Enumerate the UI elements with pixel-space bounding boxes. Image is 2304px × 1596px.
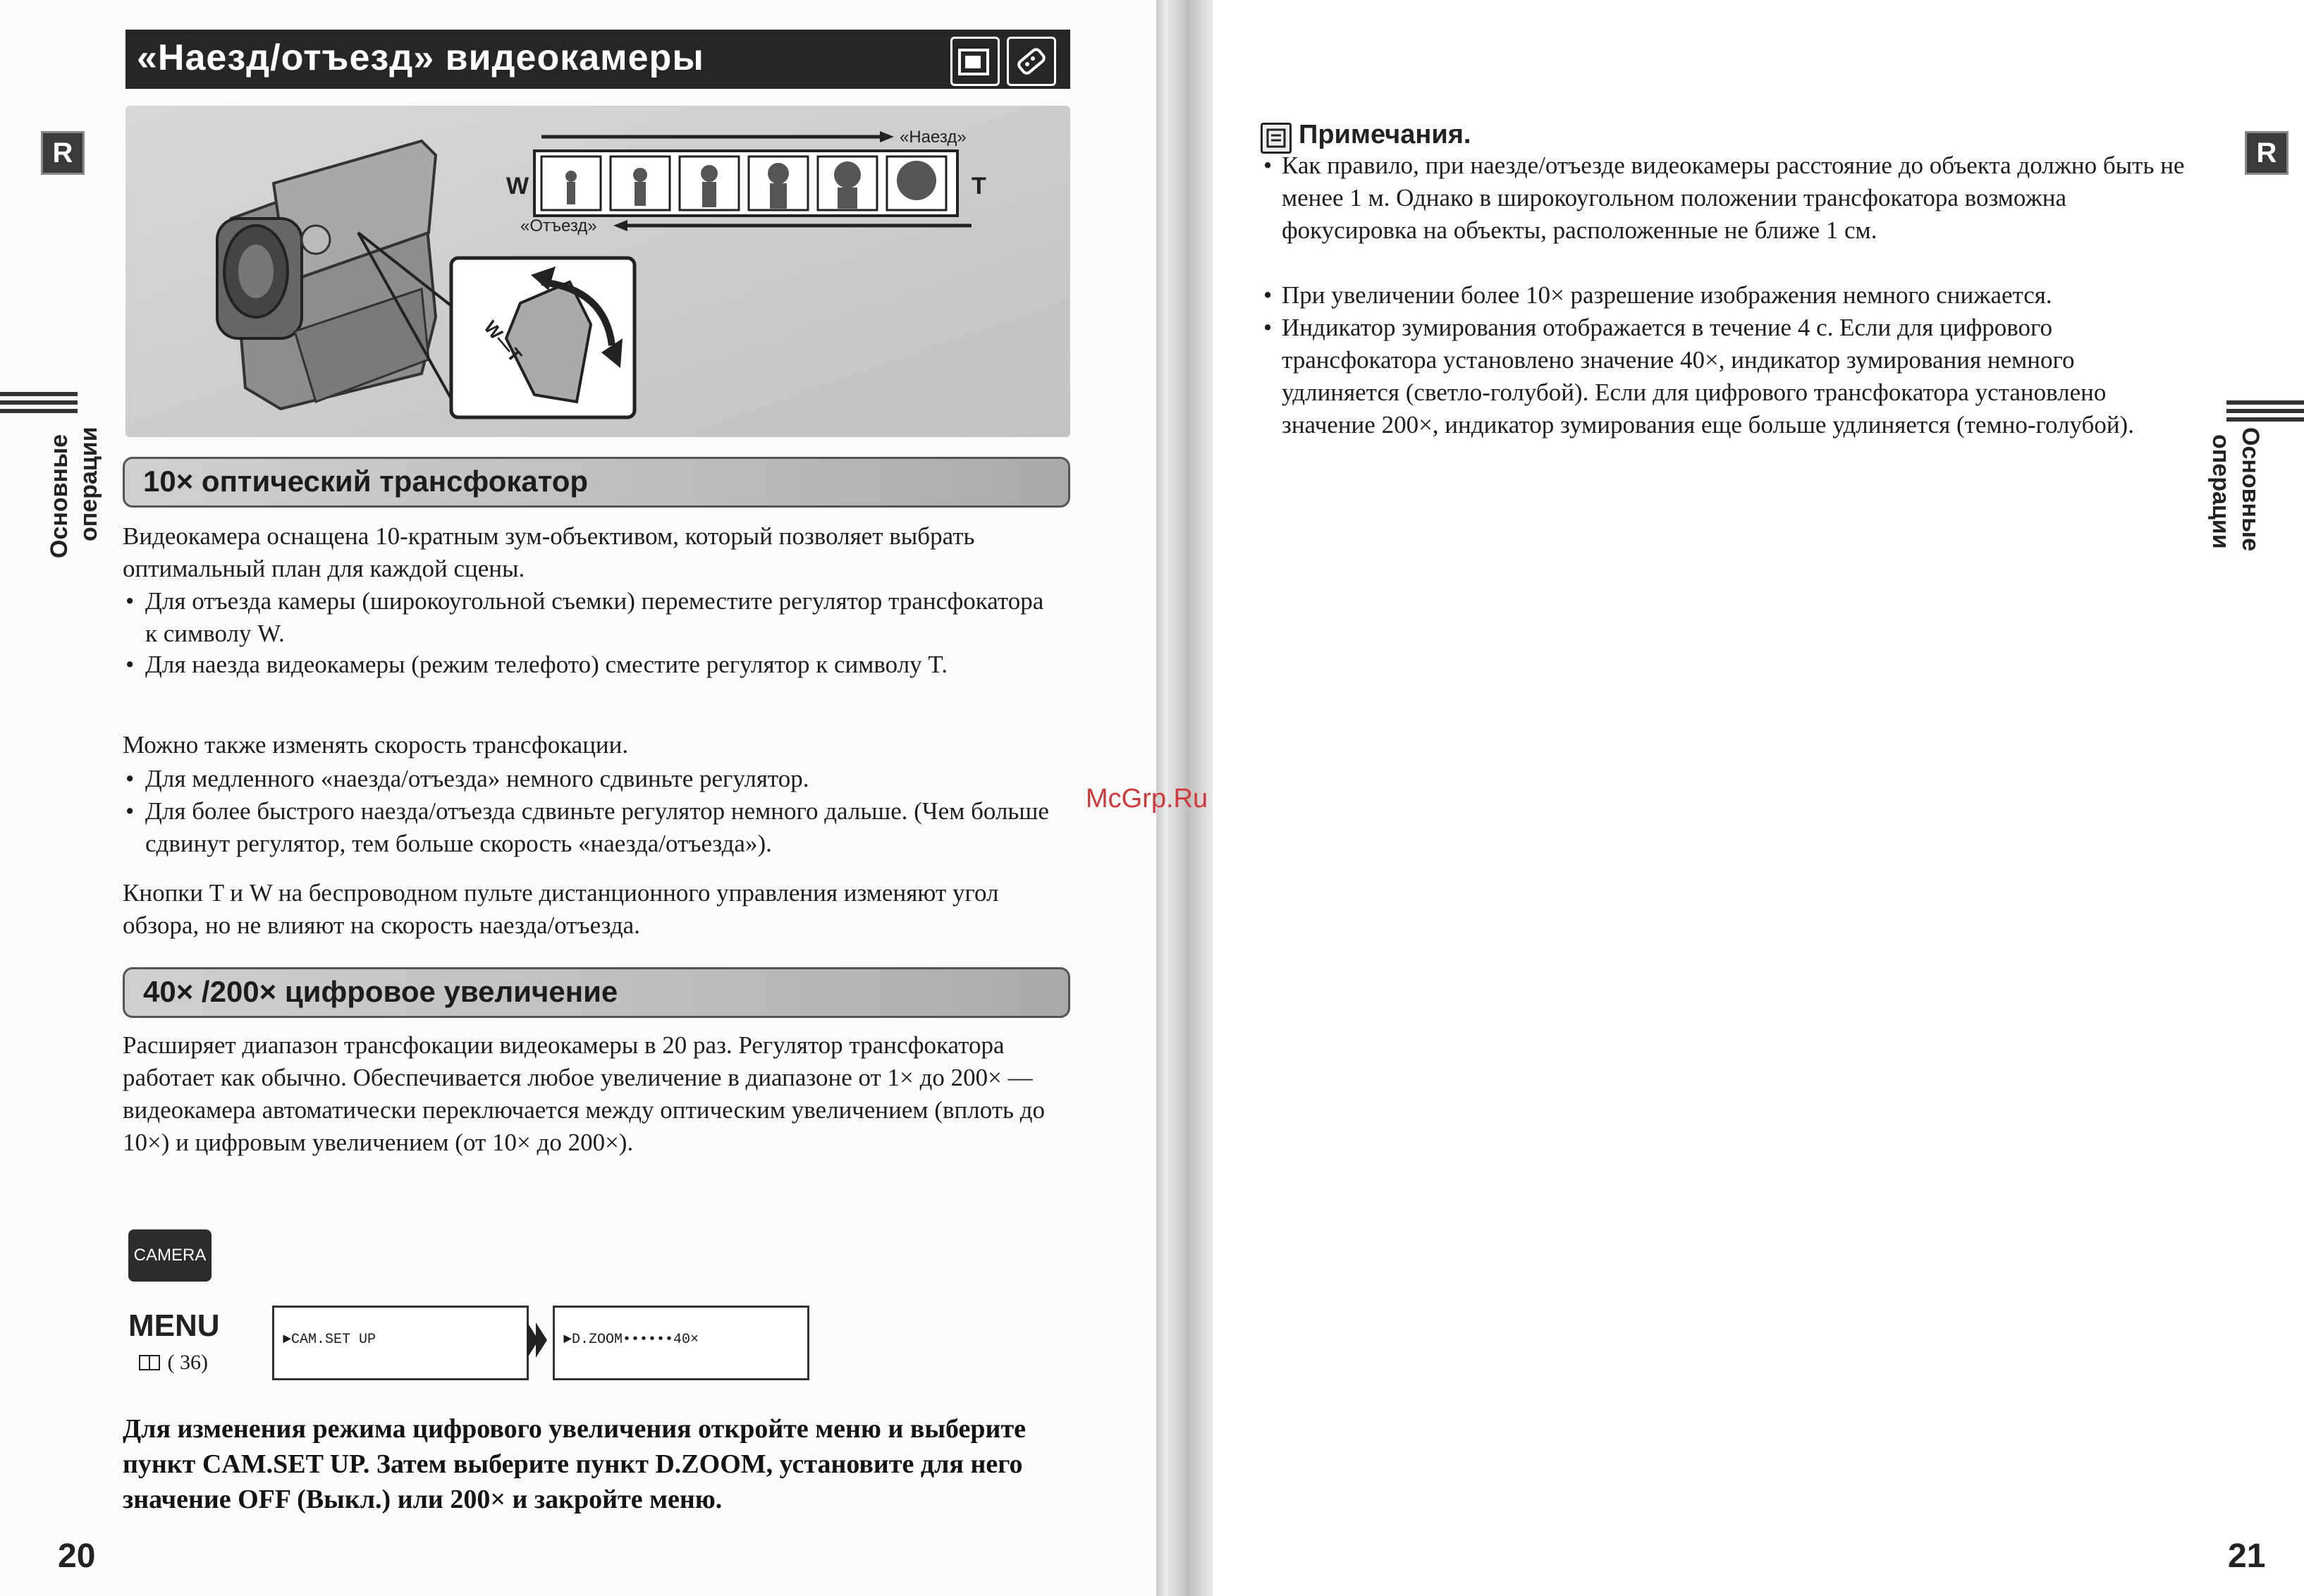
digital-zoom-instruction: Для изменения режима цифрового увеличения откройте меню и выберите пункт CAM.SET UP. Затем выберите пункт D.ZOOM, установите для него значение OFF (Выкл.) или 200× и закройте меню. [123,1414,1026,1514]
page-number-right: 21 [2228,1537,2266,1575]
section-badge-right: R [2245,131,2288,175]
remote-note: Кнопки T и W на беспроводном пульте дистанционного управления изменяют угол обзора, но не влияют на скорость наезда/отъезда. [123,879,999,939]
side-label-left-line1: Основные [46,434,73,558]
optical-intro: Видеокамера оснащена 10-кратным зум-объективом, который позволяет выбрать оптимальный план для каждой сцены. [123,522,975,582]
menu-page-reference: ( 36) [138,1351,208,1375]
note-item-3: • Индикатор зумирования отображается в течение 4 с. Если для цифрового трансфокатора установлено значение 40×, индикатор зумирования немного удлиняется (светло-голубой). Если для цифрового трансфокатора установлено значение 200×, индикатор зумирования еще больше удлиняется (темно-голубой). [1263,314,2134,438]
optical-bullet-2: • Для наезда видеокамеры (режим телефото) сместите регулятор к символу T. [125,651,948,678]
camera-mode-icon [950,37,1000,86]
w-label: W [506,173,529,200]
zoom-frames-strip [534,151,957,216]
section-heading-optical: 10× оптический трансфокатор [123,457,1070,508]
page-title-bar [125,30,1070,89]
speed-bullet-2: • Для более быстрого наезда/отъезда сдвиньте регулятор немного дальше. (Чем больше сдвинут регулятор, тем больше скорость «наезда/отъезда»). [125,797,1049,857]
side-tab-bars-left [0,392,78,416]
note-item-1: • Как правило, при наезде/отъезде видеокамеры расстояние до объекта должно быть не менее 1 м. Однако в широкоугольном положении трансфокатора возможна фокусировка на объекты, расположенные не ближе 1 см. [1263,152,2185,244]
lever-label: W—T [479,317,527,367]
note-item-2: • При увеличении более 10× разрешение изображения немного снижается. [1263,281,2052,309]
t-label: T [972,173,986,200]
section-heading-digital: 40× /200× цифровое увеличение [123,967,1070,1018]
zoom-out-label: «Отъезд» [520,216,597,235]
speed-bullet-1: • Для медленного «наезда/отъезда» немного сдвиньте регулятор. [125,765,809,792]
page-title: «Наезд/отъезд» видеокамеры [137,37,704,78]
menu-screen-dzoom: ►D.ZOOM••••••40× [553,1306,809,1380]
speed-intro: Можно также изменять скорость трансфокации. [123,731,629,759]
book-icon [138,1351,168,1374]
side-tab-bars-right [2226,400,2304,424]
menu-label: MENU [128,1308,220,1343]
page-number-left: 20 [58,1537,96,1575]
side-label-right-line2: операции [2207,434,2234,549]
side-label-left-line2: операции [75,426,102,541]
digital-body: Расширяет диапазон трансфокации видеокамеры в 20 раз. Регулятор трансфокатора работает как обычно. Обеспечивается любое увеличение в диапазоне от 1× до 200× — видеокамера автоматически переключается между оптическим увеличением (вплоть до 10×) и цифровым увеличением (от 10× до 200×). [123,1031,1046,1156]
section-badge-left: R [41,131,85,175]
double-arrow-icon [526,1315,550,1365]
camera-mode-badge: CAMERA [128,1229,212,1282]
notes-heading: Примечания. [1299,120,1471,149]
remote-control-icon [1007,37,1056,86]
zoom-in-label: «Наезд» [900,128,967,147]
zoom-illustration [125,106,1070,437]
watermark: McGrp.Ru [1086,784,1208,814]
side-label-right-line1: Основные [2237,427,2264,552]
menu-screen-cam-setup: ►CAM.SET UP [272,1306,529,1380]
optical-bullet-1: • Для отъезда камеры (широкоугольной съемки) переместите регулятор трансфокатора к символу W. [125,587,1044,647]
